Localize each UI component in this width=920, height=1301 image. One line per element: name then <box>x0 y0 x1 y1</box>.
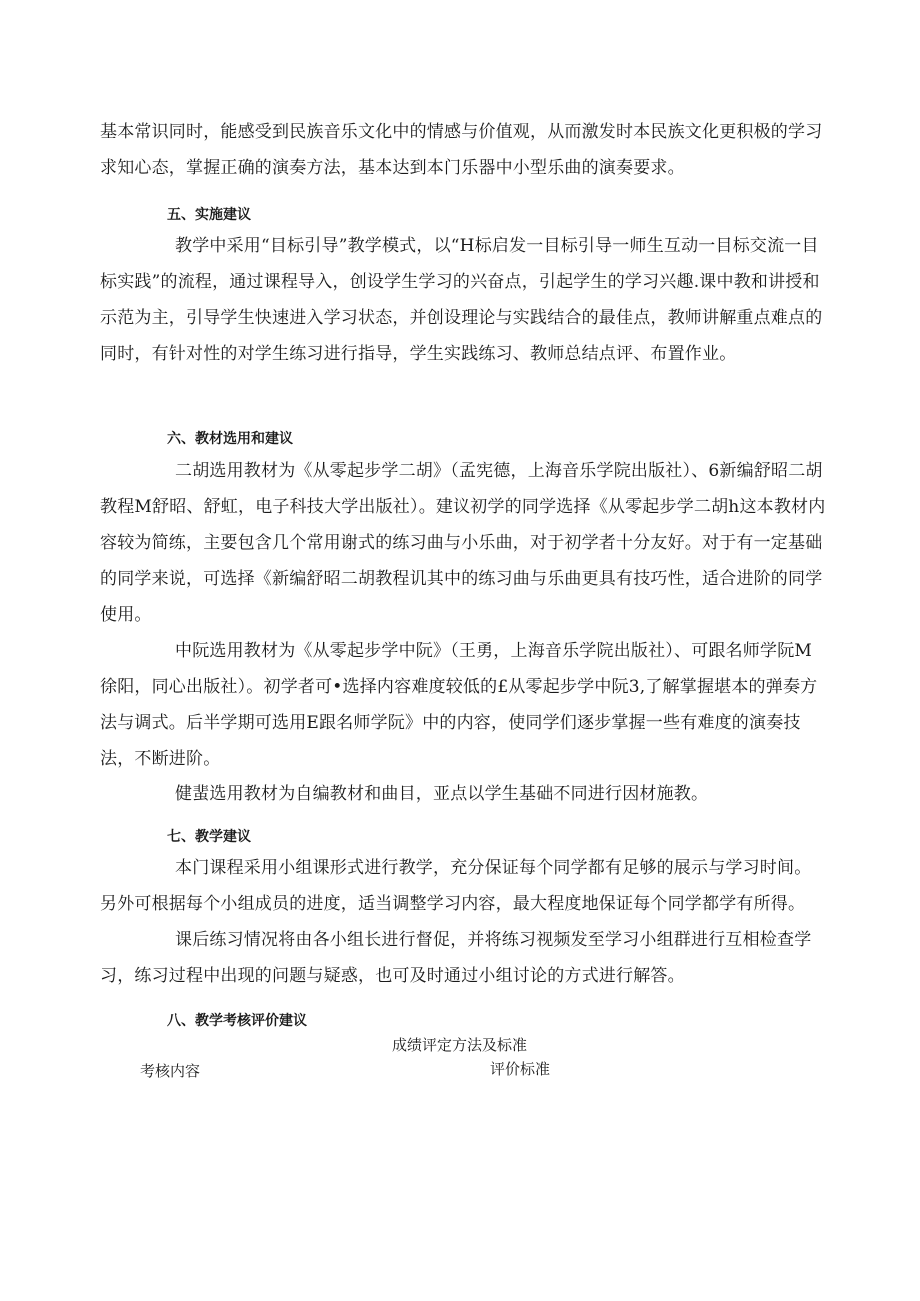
section5-paragraph: 教学中采用“目标引导”教学模式，以“H标启发一目标引导一师生互动一目标交流一目标实践”的流程，通过课程导入，创设学生学习的兴奋点，引起学生的学习兴趣.课中教和讲授和示范为主，引导学生快速进入学习状态，并创设理论与实践结合的最佳点，教师讲解重点难点的同时，有针对性的对学生练习进行指导，学生实践练习、教师总结点评、布置作业。 <box>100 236 823 364</box>
table-header-standard: 评价标准 <box>490 1060 551 1078</box>
section6-paragraph-erhu: 二胡选用教材为《从零起步学二胡》（孟宪德，上海音乐学院出版社）、6新编舒昭二胡教程M舒昭、舒虹，电子科技大学出版社）。建议初学的同学选择《从零起步学二胡h这本教材内容较为简练，主要包含几个常用谢式的练习曲与小乐曲，对于初学者十分友好。对于有一定基础的同学来说，可选择《新编舒昭二胡教程讥其中的练习曲与乐曲更具有技巧性，适合进阶的同学使用。 <box>100 461 826 625</box>
section7-paragraph-1: 本门课程采用小组课形式进行教学，充分保证每个同学都有足够的展示与学习时间。另外可根据每个小组成员的进度，适当调整学习内容，最大程度地保证每个同学都学有所得。 <box>100 858 812 914</box>
section5-heading: 五、实施建议 <box>167 207 251 223</box>
intro-paragraph: 基本常识同时，能感受到民族音乐文化中的情感与价值观，从而激发时本民族文化更积极的学习求知心态，掌握正确的演奏方法，基本达到本门乐器中小型乐曲的演奏要求。 <box>100 122 823 178</box>
table-title: 成绩评定方法及标准 <box>392 1036 528 1054</box>
table-header-content: 考核内容 <box>140 1062 201 1080</box>
section7-heading: 七、教学建议 <box>167 829 251 845</box>
section6-heading: 六、教材选用和建议 <box>167 431 293 447</box>
section6-paragraph-zhongruan: 中阮选用教材为《从零起步学中阮》（王勇，上海音乐学院出版社）、可跟名师学阮M徐阳，同心出版社）。初学者可•选择内容难度较低的£从零起步学中阮3,了解掌握堪本的弹奏方法与调式。后半学期可选用E跟名师学阮》中的内容，使同学们逐步掌握一些有难度的演奏技法，不断进阶。 <box>100 641 818 769</box>
section7-paragraph-2: 课后练习情况将由各小组长进行督促，并将练习视频发至学习小组群进行互相检查学习，练习过程中出现的问题与疑惑，也可及时通过小组讨论的方式进行解答。 <box>100 930 812 986</box>
section6-paragraph-other: 健蜚选用教材为自编教材和曲目，亚点以学生基础不同进行因材施教。 <box>175 784 709 804</box>
section8-heading: 八、教学考核评价建议 <box>167 1013 307 1029</box>
